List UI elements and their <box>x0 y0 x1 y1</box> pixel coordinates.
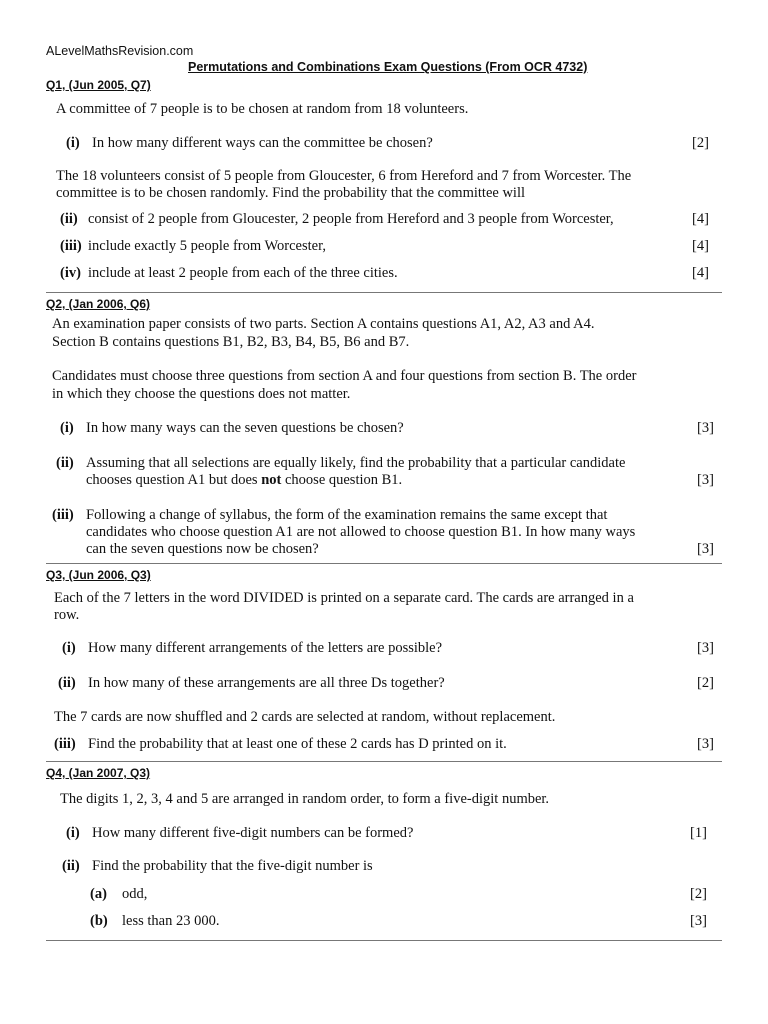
q1-iv-mark: [4] <box>692 265 709 281</box>
q3-ii-text: In how many of these arrangements are all three Ds together? <box>88 675 445 691</box>
q2-i-mark: [3] <box>697 420 714 436</box>
q3-ii-mark: [2] <box>697 675 714 691</box>
q2-part-ii-line1 <box>56 455 625 472</box>
q4-ii-label: (ii) <box>62 858 80 874</box>
q4-b-mark: [3] <box>690 913 707 929</box>
q1-para-line1: The 18 volunteers consist of 5 people from Gloucester, 6 from Hereford and 7 from Worcester. The <box>56 168 632 184</box>
q1-ii-mark: [4] <box>692 211 709 227</box>
q1-part-i <box>66 135 433 152</box>
q1-part-iii <box>60 238 326 255</box>
q3-i-mark: [3] <box>697 640 714 656</box>
q4-part-b <box>90 913 219 930</box>
q2-part-ii-line2 <box>86 472 402 489</box>
q2-ii-mark: [3] <box>697 472 714 488</box>
q2-part-iii-line1 <box>52 507 607 524</box>
q2-para-line1: Candidates must choose three questions from section A and four questions from section B. The order <box>52 368 637 384</box>
q4-a-mark: [2] <box>690 886 707 902</box>
q2-ii-text1: Assuming that all selections are equally likely, find the probability that a particular candidate <box>86 455 626 471</box>
q4-part-a <box>90 886 147 903</box>
divider <box>46 292 722 293</box>
q3-part-i <box>62 640 442 657</box>
q3-part-iii <box>54 736 507 753</box>
document-title: Permutations and Combinations Exam Questions (From OCR 4732) <box>188 60 588 74</box>
q2-ii-text2a: chooses question A1 but does <box>86 472 262 488</box>
divider <box>46 940 722 941</box>
q3-ii-label: (ii) <box>58 675 76 691</box>
q4-intro: The digits 1, 2, 3, 4 and 5 are arranged in random order, to form a five-digit number. <box>60 791 550 807</box>
q2-part-iii-line3: can the seven questions now be chosen? <box>86 541 319 557</box>
q1-i-label: (i) <box>66 135 80 151</box>
q3-para: The 7 cards are now shuffled and 2 cards are selected at random, without replacement. <box>54 709 556 725</box>
q1-iv-label: (iv) <box>60 265 81 281</box>
site-name: ALevelMathsRevision.com <box>46 44 194 58</box>
q2-part-i <box>60 420 404 437</box>
q2-i-label: (i) <box>60 420 74 436</box>
q3-intro-line2: row. <box>54 607 80 623</box>
q1-heading: Q1, (Jun 2005, Q7) <box>46 78 151 92</box>
q2-ii-label: (ii) <box>56 455 74 471</box>
q4-part-i <box>66 825 413 842</box>
q3-heading: Q3, (Jun 2006, Q3) <box>46 568 151 582</box>
q2-iii-label: (iii) <box>52 507 74 523</box>
q1-iv-text: include at least 2 people from each of the three cities. <box>88 265 398 281</box>
q1-para-line2: committee is to be chosen randomly. Find the probability that the committee will <box>56 185 526 201</box>
q1-iii-label: (iii) <box>60 238 82 254</box>
q4-a-text: odd, <box>122 886 148 902</box>
q3-iii-label: (iii) <box>54 736 76 752</box>
q2-i-text: In how many ways can the seven questions be chosen? <box>86 420 404 436</box>
q1-ii-text: consist of 2 people from Gloucester, 2 people from Hereford and 3 people from Worcester, <box>88 211 614 227</box>
q1-iii-mark: [4] <box>692 238 709 254</box>
q1-iii-text: include exactly 5 people from Worcester, <box>88 238 326 254</box>
q4-b-text: less than 23 000. <box>122 913 220 929</box>
q1-part-ii <box>60 211 614 228</box>
q1-i-text: In how many different ways can the committee be chosen? <box>92 135 433 151</box>
q2-heading: Q2, (Jan 2006, Q6) <box>46 297 151 311</box>
q3-i-label: (i) <box>62 640 76 656</box>
q2-iii-mark: [3] <box>697 541 714 557</box>
q2-iii-text1: Following a change of syllabus, the form of the examination remains the same except that <box>86 507 608 523</box>
q4-i-text: How many different five-digit numbers can be formed? <box>92 825 414 841</box>
q4-heading: Q4, (Jan 2007, Q3) <box>46 766 151 780</box>
q1-ii-label: (ii) <box>60 211 78 227</box>
q2-part-iii-line2: candidates who choose question A1 are not allowed to choose question B1. In how many ways <box>86 524 636 540</box>
q1-i-mark: [2] <box>692 135 709 151</box>
q1-intro: A committee of 7 people is to be chosen at random from 18 volunteers. <box>56 101 469 117</box>
q4-i-mark: [1] <box>690 825 707 841</box>
q4-b-label: (b) <box>90 913 108 929</box>
q4-ii-text: Find the probability that the five-digit number is <box>92 858 373 874</box>
q2-ii-emphasis: not <box>261 472 282 488</box>
q3-intro-line1: Each of the 7 letters in the word DIVIDED is printed on a separate card. The cards are arranged in a <box>54 590 634 606</box>
q1-part-iv <box>60 265 398 282</box>
q2-intro-line1: An examination paper consists of two parts. Section A contains questions A1, A2, A3 and A4. <box>52 316 595 332</box>
q3-i-text: How many different arrangements of the letters are possible? <box>88 640 443 656</box>
q4-part-ii <box>62 858 373 875</box>
divider <box>46 761 722 762</box>
divider <box>46 563 722 564</box>
q3-part-ii <box>58 675 445 692</box>
q2-ii-text2b: choose question B1. <box>281 472 403 488</box>
q3-iii-mark: [3] <box>697 736 714 752</box>
q4-i-label: (i) <box>66 825 80 841</box>
q2-para-line2: in which they choose the questions does not matter. <box>52 386 351 402</box>
q3-iii-text: Find the probability that at least one of these 2 cards has D printed on it. <box>88 736 507 752</box>
q2-intro-line2: Section B contains questions B1, B2, B3, B4, B5, B6 and B7. <box>52 334 410 350</box>
q4-a-label: (a) <box>90 886 107 902</box>
